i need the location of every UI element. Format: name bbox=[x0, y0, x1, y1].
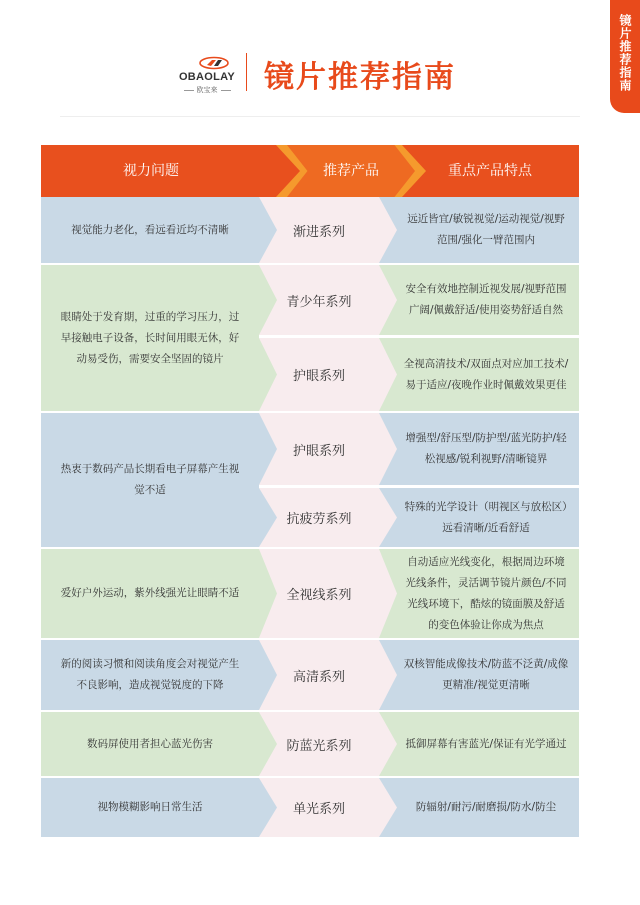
table-row-group bbox=[41, 197, 579, 263]
product-cell: 护眼系列 bbox=[259, 338, 379, 411]
table-row-group bbox=[41, 549, 579, 638]
brand-name: OBAOLAY bbox=[178, 71, 236, 83]
feature-cell: 双核智能成像技术/防蓝不泛黄/成像更精准/视觉更清晰 bbox=[379, 640, 579, 710]
problem-cell: 视觉能力老化，看远看近均不清晰 bbox=[41, 197, 259, 263]
side-tab-label: 镜片推荐指南 bbox=[618, 14, 632, 92]
table-row-group bbox=[41, 265, 579, 411]
feature-cell: 远近皆宜/敏锐视觉/运动视觉/视野范围/强化一臂范围内 bbox=[379, 197, 579, 263]
title-divider bbox=[246, 53, 247, 91]
feature-cell: 自动适应光线变化，根据周边环境光线条件，灵活调节镜片颜色/不同光线环境下，酷炫的镜面膜及舒适的变色体验让你成为焦点 bbox=[379, 549, 579, 638]
feature-cell: 防辐射/耐污/耐磨损/防水/防尘 bbox=[379, 778, 579, 837]
logo-mark-icon bbox=[198, 56, 230, 70]
table-row-group bbox=[41, 712, 579, 776]
product-cell: 青少年系列 bbox=[259, 265, 379, 335]
feature-cell: 增强型/舒压型/防护型/蓝光防护/轻松视感/锐利视野/清晰镜界 bbox=[379, 413, 579, 485]
brand-sub: 欧宝来 bbox=[176, 85, 238, 95]
product-cell: 全视线系列 bbox=[259, 549, 379, 638]
feature-cell: 抵御屏幕有害蓝光/保证有光学通过 bbox=[379, 712, 579, 776]
brand-logo bbox=[176, 56, 254, 92]
header-problem: 视力问题 bbox=[123, 163, 179, 179]
product-cell: 单光系列 bbox=[259, 778, 379, 837]
header-product: 推荐产品 bbox=[323, 163, 379, 179]
problem-cell: 爱好户外运动，紫外线强光让眼睛不适 bbox=[41, 549, 259, 638]
feature-cell: 安全有效地控制近视发展/视野范围广阔/佩戴舒适/使用姿势舒适自然 bbox=[379, 265, 579, 335]
table-row-group bbox=[41, 640, 579, 710]
product-cell: 高清系列 bbox=[259, 640, 379, 710]
problem-cell: 数码屏使用者担心蓝光伤害 bbox=[41, 712, 259, 776]
product-cell: 渐进系列 bbox=[259, 197, 379, 263]
side-tab bbox=[610, 0, 640, 113]
feature-cell: 特殊的光学设计（明视区与放松区）远看清晰/近看舒适 bbox=[379, 488, 579, 547]
table-header bbox=[41, 145, 579, 197]
table-row-group bbox=[41, 413, 579, 547]
problem-cell: 眼睛处于发育期，过重的学习压力，过早接触电子设备，长时间用眼无休，好动易受伤，需要安全坚固的镜片 bbox=[41, 265, 259, 411]
page-title: 镜片推荐指南 bbox=[264, 60, 456, 95]
problem-cell: 热衷于数码产品长期看电子屏幕产生视觉不适 bbox=[41, 413, 259, 547]
problem-cell: 视物模糊影响日常生活 bbox=[41, 778, 259, 837]
problem-cell: 新的阅读习惯和阅读角度会对视觉产生不良影响，造成视觉锐度的下降 bbox=[41, 640, 259, 710]
product-cell: 防蓝光系列 bbox=[259, 712, 379, 776]
header-feature: 重点产品特点 bbox=[448, 163, 532, 179]
feature-cell: 全视高清技术/双面点对应加工技术/易于适应/夜晚作业时佩戴效果更佳 bbox=[379, 338, 579, 411]
product-cell: 抗疲劳系列 bbox=[259, 488, 379, 547]
product-cell: 护眼系列 bbox=[259, 413, 379, 485]
table-row-group bbox=[41, 778, 579, 837]
header-rule bbox=[60, 116, 580, 117]
